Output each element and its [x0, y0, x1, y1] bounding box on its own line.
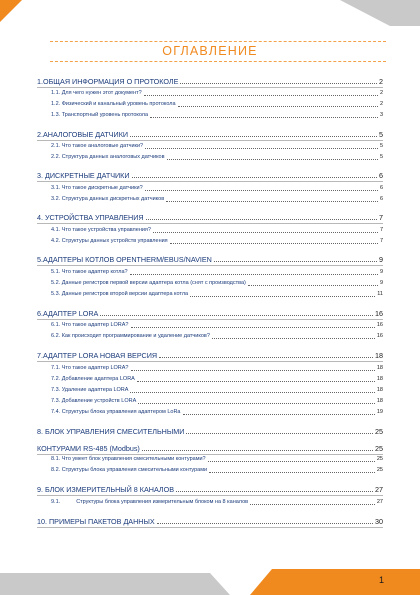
toc-chapter-entry[interactable]: [37, 214, 383, 221]
toc-section-entry[interactable]: [51, 410, 383, 416]
chapter-divider: [37, 319, 383, 320]
toc-entry-label: 7.4. Структуры блока управления адаптером LoRa: [51, 409, 181, 415]
toc-chapter-entry[interactable]: [37, 445, 383, 452]
toc-entry-label: 2.АНАЛОГОВЫЕ ДАТЧИКИ: [37, 130, 129, 139]
toc-entry-label: 3.1. Что такое дискретные датчики?: [51, 185, 143, 191]
toc-dot-leader: [146, 219, 377, 220]
toc-dot-leader: [186, 433, 373, 434]
toc-section-entry[interactable]: [51, 457, 383, 463]
toc-section-entry[interactable]: [51, 281, 383, 287]
toc-entry-label: 6.2. Как происходит программирование и удаление датчиков?: [51, 333, 210, 339]
toc-entry-page-number: 18: [376, 387, 383, 393]
toc-section-entry[interactable]: [51, 228, 383, 234]
toc-chapter-entry[interactable]: [37, 310, 383, 317]
toc-section-entry[interactable]: [51, 144, 383, 150]
toc-entry-label: 5.2. Данные регистров первой версии адаптера котла (снят с производства): [51, 280, 246, 286]
chapter-divider: [37, 223, 383, 224]
toc-entry-page-number: 5: [379, 143, 383, 149]
toc-entry-label: 7.1. Что такое адаптер LORA?: [51, 365, 129, 371]
toc-dot-leader: [214, 261, 377, 262]
toc-dot-leader: [183, 414, 375, 415]
chapter-divider: [37, 527, 383, 528]
toc-entry-page-number: 2: [379, 77, 383, 86]
toc-dot-leader: [142, 450, 373, 451]
toc-dot-leader: [144, 95, 378, 96]
toc-dot-leader: [248, 285, 378, 286]
toc-dot-leader: [137, 381, 375, 382]
toc-dot-leader: [180, 83, 377, 84]
toc-chapter-entry[interactable]: [37, 172, 383, 179]
toc-section-entry[interactable]: [51, 377, 383, 383]
toc-dot-leader: [131, 370, 375, 371]
toc-entry-label-title: Структуры блока управления измерительным блоком на 8 каналов: [76, 499, 249, 505]
toc-entry-label: 5.3. Данные регистров второй версии адаптера котла: [51, 291, 189, 297]
toc-section-entry[interactable]: [51, 91, 383, 97]
toc-entry-page-number: 5: [379, 154, 383, 160]
toc-section-entry[interactable]: [51, 399, 383, 405]
toc-dot-leader: [130, 392, 374, 393]
chapter-divider: [37, 454, 383, 455]
toc-entry-label: 5.АДАПТЕРЫ КОТЛОВ OPENTHERM/EBUS/NAVIEN: [37, 255, 212, 264]
toc-dot-leader: [209, 472, 375, 473]
toc-chapter-entry[interactable]: [37, 428, 383, 435]
toc-entry-label: 2.2. Структура данных аналоговых датчиков: [51, 154, 165, 160]
toc-entry-label: 3. ДИСКРЕТНЫЕ ДАТЧИКИ: [37, 171, 130, 180]
toc-dot-leader: [130, 136, 377, 137]
toc-entry-page-number: 18: [376, 398, 383, 404]
toc-entry-page-number: 19: [376, 409, 383, 415]
toc-entry-page-number: 16: [375, 309, 383, 318]
toc-section-entry[interactable]: [51, 155, 383, 161]
toc-dot-leader: [157, 523, 373, 524]
toc-entry-page-number: 16: [376, 333, 383, 339]
toc-entry-label: 8.2. Структуры блока управления смесительными контурами: [51, 467, 208, 473]
toc-section-entry[interactable]: [51, 102, 383, 108]
toc-entry-label: 8. БЛОК УПРАВЛЕНИЯ СМЕСИТЕЛЬНЫМИ: [37, 427, 185, 436]
toc-section-entry[interactable]: [51, 388, 383, 394]
toc-entry-label: 7.3. Добавление устройств LORA: [51, 398, 137, 404]
toc-dot-leader: [153, 232, 378, 233]
toc-entry-page-number: 18: [376, 376, 383, 382]
chapter-divider: [37, 361, 383, 362]
toc-entry-page-number: 6: [379, 185, 383, 191]
toc-entry-label: 8.1. Что умеет блок управления смесительными контурами?: [51, 456, 206, 462]
toc-entry-label: 1.ОБЩАЯ ИНФОРМАЦИЯ О ПРОТОКОЛЕ: [37, 77, 179, 86]
toc-dot-leader: [166, 201, 378, 202]
toc-entry-label: 6.АДАПТЕР LORA: [37, 309, 99, 318]
toc-chapter-entry[interactable]: [37, 518, 383, 525]
toc-section-entry[interactable]: [51, 334, 383, 340]
toc-section-entry[interactable]: [51, 366, 383, 372]
toc-dot-leader: [159, 357, 373, 358]
toc-entry-page-number: 9: [379, 255, 383, 264]
toc-entry-page-number: 27: [375, 485, 383, 494]
chapter-divider: [37, 181, 383, 182]
toc-dot-leader: [150, 117, 378, 118]
toc-entry-label: 10. ПРИМЕРЫ ПАКЕТОВ ДАННЫХ: [37, 517, 155, 526]
toc-entry-label: 5.1. Что такое адаптер котла?: [51, 269, 128, 275]
toc-section-entry[interactable]: [51, 468, 383, 474]
toc-section-entry[interactable]: [51, 270, 383, 276]
toc-entry-page-number: 6: [379, 171, 383, 180]
toc-dot-leader: [170, 243, 378, 244]
toc-entry-page-number: 2: [379, 90, 383, 96]
toc-section-entry[interactable]: [51, 113, 383, 119]
toc-section-entry[interactable]: [51, 292, 383, 298]
toc-dot-leader: [208, 461, 375, 462]
toc-entry-page-number: 27: [376, 499, 383, 505]
toc-entry-label: 2.1. Что такое аналоговые датчики?: [51, 143, 144, 149]
toc-entry-page-number: 25: [375, 427, 383, 436]
toc-entry-label: 1.3. Транспортный уровень протокола: [51, 112, 149, 118]
toc-entry-label: 3.2. Структура данных дискретных датчиков: [51, 196, 165, 202]
toc-entry-page-number: 9: [379, 280, 383, 286]
toc-title: ОГЛАВЛЕНИЕ: [162, 44, 258, 58]
toc-entry-page-number: 25: [376, 456, 383, 462]
toc-dot-leader: [132, 177, 377, 178]
toc-entry-page-number: 30: [375, 517, 383, 526]
toc-entry-label: 1.1. Для чего нужен этот документ?: [51, 90, 142, 96]
toc-entry-page-number: 7: [379, 213, 383, 222]
toc-entry-page-number: 11: [377, 291, 383, 297]
toc-entry-page-number: 5: [379, 130, 383, 139]
chapter-divider: [37, 87, 383, 88]
toc-entry-page-number: 9: [379, 269, 383, 275]
toc-dot-leader: [131, 327, 375, 328]
toc-dot-leader: [212, 338, 375, 339]
toc-entry-label: 4.2. Структуры данных устройств управления: [51, 238, 168, 244]
toc-dot-leader: [178, 106, 378, 107]
toc-dot-leader: [190, 296, 375, 297]
toc-dot-leader: [100, 315, 373, 316]
toc-entry-label: 6.1. Что такое адаптер LORA?: [51, 322, 129, 328]
toc-entry-page-number: 3: [379, 112, 383, 118]
toc-dot-leader: [250, 504, 375, 505]
toc-entry-page-number: 25: [375, 444, 383, 453]
toc-chapter-entry[interactable]: [37, 486, 383, 493]
toc-chapter-entry[interactable]: [37, 352, 383, 359]
toc-section-entry[interactable]: [51, 197, 383, 203]
chapter-divider: [37, 495, 383, 496]
toc-dot-leader: [167, 159, 378, 160]
toc-entry-label: 9. БЛОК ИЗМЕРИТЕЛЬНЫЙ 8 КАНАЛОВ: [37, 485, 175, 494]
toc-entry-label: 7.АДАПТЕР LORA НОВАЯ ВЕРСИЯ: [37, 351, 158, 360]
toc-dot-leader: [130, 274, 378, 275]
toc-entry-label: КОНТУРАМИ RS-485 (Modbus): [37, 444, 140, 453]
toc-chapter-entry[interactable]: [37, 131, 383, 138]
chapter-divider: [37, 140, 383, 141]
toc-entry-page-number: 2: [379, 101, 383, 107]
chapter-divider: [37, 265, 383, 266]
toc-entry-label: 7.3. Удаление адаптера LORA: [51, 387, 129, 393]
toc-chapter-entry[interactable]: [37, 256, 383, 263]
toc-entry-label: 7.2. Добавление адаптера LORA: [51, 376, 135, 382]
toc-section-entry[interactable]: [51, 186, 383, 192]
toc-entry-label: 9.1.: [51, 499, 61, 505]
toc-entry-page-number: 7: [379, 238, 383, 244]
toc-entry-label: 4. УСТРОЙСТВА УПРАВЛЕНИЯ: [37, 213, 144, 222]
toc-entry-page-number: 6: [379, 196, 383, 202]
toc-entry-label: 1.2. Физический и канальный уровень протокола: [51, 101, 176, 107]
toc-dot-leader: [145, 148, 378, 149]
toc-entry-page-number: 18: [376, 365, 383, 371]
toc-dot-leader: [176, 491, 373, 492]
toc-entry-page-number: 25: [376, 467, 383, 473]
toc-dot-leader: [145, 190, 378, 191]
toc-entry-page-number: 16: [376, 322, 383, 328]
toc-entry-page-number: 7: [379, 227, 383, 233]
page-number: 1: [378, 575, 384, 585]
toc-dot-leader: [138, 403, 375, 404]
toc-chapter-entry[interactable]: [37, 78, 383, 85]
toc-section-entry[interactable]: [51, 500, 383, 506]
toc-entry-page-number: 18: [375, 351, 383, 360]
toc-section-entry[interactable]: [51, 239, 383, 245]
toc-entry-label: 4.1. Что такое устройства управления?: [51, 227, 151, 233]
toc-section-entry[interactable]: [51, 323, 383, 329]
